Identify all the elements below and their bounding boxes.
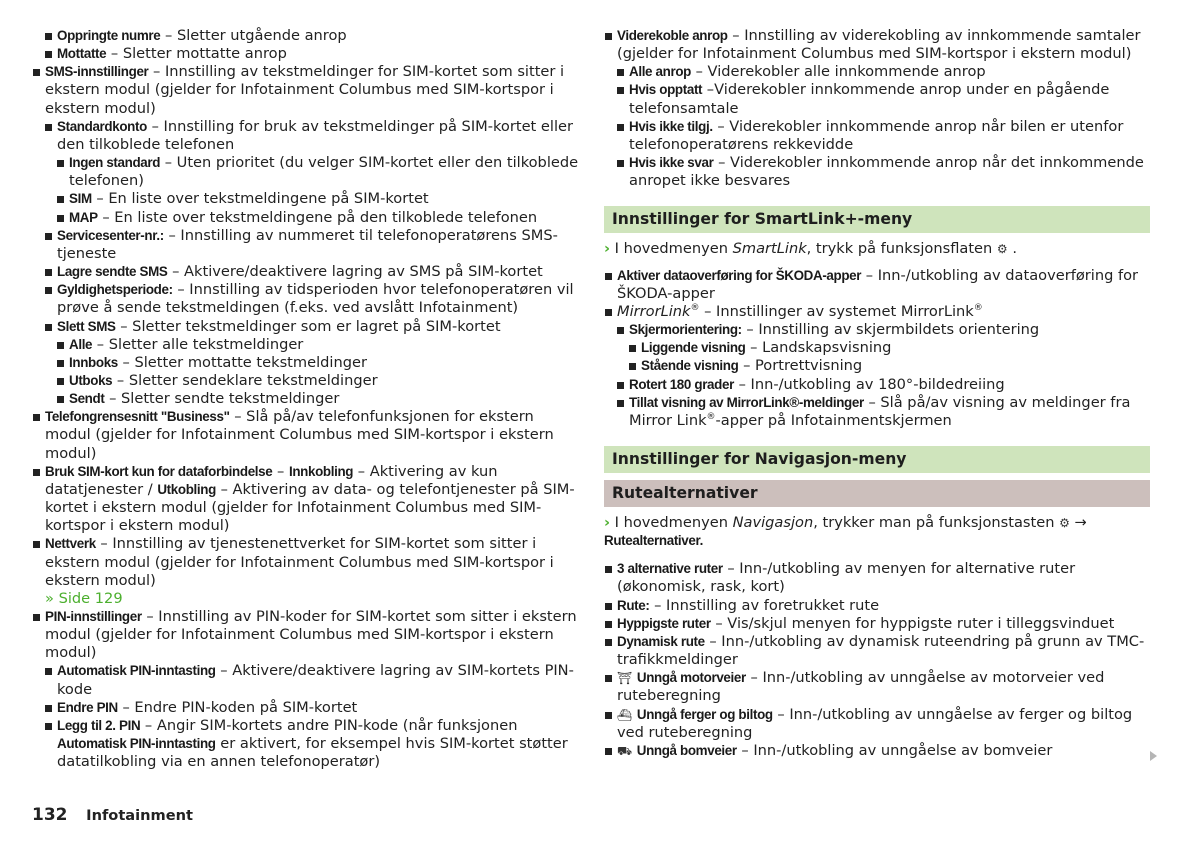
list-item — [32, 372, 580, 390]
item-text: – — [272, 462, 289, 480]
registered-mark: ® — [706, 411, 716, 422]
item-text: – Innstilling av foretrukket rute — [649, 596, 880, 614]
menu-term: Mottatte — [57, 46, 107, 62]
menu-term: Hyppigste ruter — [617, 615, 711, 631]
section-heading-smartlink: Innstillinger for SmartLink+-meny — [604, 206, 1150, 233]
list-item — [32, 27, 580, 45]
instruction-step — [604, 240, 1150, 258]
bullet-icon — [617, 124, 624, 131]
section-heading-navigation: Innstillinger for Navigasjon-meny — [604, 446, 1150, 473]
list-item — [604, 669, 1150, 705]
bullet-icon — [605, 273, 612, 280]
bullet-icon — [45, 33, 52, 40]
menu-term: Unngå bomveier — [636, 742, 737, 758]
list-item — [32, 154, 580, 190]
menu-term: SIM — [69, 191, 92, 207]
menu-term: Liggende visning — [641, 340, 746, 356]
page-reference-link[interactable]: » Side 129 — [45, 589, 123, 607]
bullet-icon — [57, 215, 64, 222]
list-item — [32, 45, 580, 63]
item-text: – Aktivere/deaktivere lagring av SMS på SIM-kortet — [167, 263, 543, 281]
menu-term: Tillat visning av MirrorLink®-meldinger — [629, 394, 864, 410]
bullet-icon — [57, 196, 64, 203]
item-text: – Inn-/utkobling av 180°-bildedreiing — [733, 375, 1005, 393]
list-item — [604, 560, 1150, 596]
list-item — [604, 615, 1150, 633]
subsection-heading-route-options: Rutealternativer — [604, 480, 1150, 507]
list-item — [604, 742, 1150, 760]
list-item — [32, 662, 580, 698]
list-item — [32, 209, 580, 227]
item-text: – En liste over tekstmeldingene på den tilkoblede telefonen — [97, 208, 538, 226]
left-column — [32, 27, 580, 771]
step-text: , trykker man på funksjonstasten — [813, 513, 1060, 531]
bullet-icon — [45, 51, 52, 58]
step-arrow-icon: › — [604, 240, 611, 258]
item-text: –Viderekobler innkommende anrop under en pågående telefonsamtale — [629, 81, 1110, 117]
menu-term: Sendt — [69, 391, 105, 407]
item-text: – Sletter utgående anrop — [160, 27, 347, 44]
ferry-icon: ⛴ — [617, 707, 633, 722]
list-item — [32, 227, 580, 263]
item-text: – Innstilling av skjermbildets orientering — [741, 321, 1040, 339]
menu-term: Alle — [69, 336, 93, 352]
bullet-icon — [45, 705, 52, 712]
item-text: – Slå på/av visning av meldinger fra Mirror Link — [629, 393, 1131, 429]
list-item — [32, 354, 580, 372]
bullet-icon — [629, 345, 636, 352]
bullet-icon — [33, 614, 40, 621]
menu-term: Lagre sendte SMS — [57, 264, 168, 280]
list-item — [604, 339, 1150, 357]
list-item — [604, 303, 1150, 321]
bullet-icon — [617, 382, 624, 389]
list-item — [32, 699, 580, 717]
menu-term: Hvis ikke tilgj. — [629, 118, 713, 134]
menu-term: Rute: — [617, 597, 650, 613]
list-item — [32, 318, 580, 336]
item-text: – Sletter mottatte tekstmeldinger — [117, 353, 367, 371]
bullet-icon — [45, 723, 52, 730]
item-text: – Aktivere/deaktivere lagring av SIM-kortets PIN-kode — [57, 662, 574, 698]
menu-name: SmartLink — [732, 240, 807, 258]
menu-term: Unngå ferger og biltog — [636, 706, 773, 722]
right-column — [604, 27, 1150, 760]
menu-term: MirrorLink — [617, 302, 691, 320]
menu-term: Servicesenter-nr.: — [57, 227, 164, 243]
bullet-icon — [57, 396, 64, 403]
menu-term: Dynamisk rute — [617, 633, 705, 649]
menu-term: Hvis ikke svar — [629, 155, 714, 171]
bullet-icon — [33, 414, 40, 421]
bullet-icon — [45, 668, 52, 675]
item-text: – Sletter tekstmeldinger som er lagret på SIM-kortet — [115, 317, 501, 335]
menu-term: Legg til 2. PIN — [57, 717, 141, 733]
menu-term: MAP — [69, 209, 98, 225]
bullet-icon — [45, 287, 52, 294]
item-text: – Slå på/av telefonfunksjonen for ekstern modul (gjelder for Infotainment Columbus med SIM-kortspor i ekstern modul) — [45, 408, 554, 462]
item-text: – Innstillinger av systemet MirrorLink — [699, 302, 974, 320]
step-text: → — [1069, 513, 1087, 531]
bullet-icon — [605, 712, 612, 719]
bullet-icon — [605, 603, 612, 610]
item-text: – Innstilling av nummeret til telefonoperatørens SMS-tjeneste — [57, 226, 558, 262]
item-text: – Innstilling av tidsperioden hvor telefonoperatøren vil prøve å sende tekstmeldingen (f.eks. ved avslått Infotainment) — [57, 281, 574, 317]
registered-mark: ® — [690, 303, 700, 314]
item-text: – Sletter sendeklare tekstmeldinger — [112, 371, 378, 389]
item-text: – Innstilling av tjenestenettverket for SIM-kortet som sitter i ekstern modul (gjelder for Infotainment Columbus med SIM-kortspor i ekstern modul) — [45, 535, 554, 589]
step-text: I hovedmenyen — [610, 240, 733, 258]
bullet-icon — [617, 160, 624, 167]
list-item — [32, 717, 580, 771]
menu-term: Bruk SIM-kort kun for dataforbindelse — [45, 463, 273, 479]
bullet-icon — [57, 378, 64, 385]
instruction-step — [604, 514, 1150, 550]
item-text: – Viderekobler alle innkommende anrop — [690, 63, 986, 81]
item-text: – Inn-/utkobling av unngåelse av bomveier — [736, 741, 1053, 759]
menu-term: Endre PIN — [57, 699, 118, 715]
item-text: – Innstilling av tekstmeldinger for SIM-kortet som sitter i ekstern modul (gjelder for Infotainment Columbus med SIM-kortspor i ekstern modul) — [45, 63, 565, 117]
item-text: – Angir SIM-kortets andre PIN-kode (når funksjonen — [140, 716, 518, 734]
bullet-icon — [629, 363, 636, 370]
bullet-icon — [617, 87, 624, 94]
list-item — [604, 706, 1150, 742]
list-item — [604, 118, 1150, 154]
settings-icon: ⚙ — [996, 242, 1008, 257]
item-text: – Landskapsvisning — [745, 339, 892, 357]
bullet-icon — [605, 748, 612, 755]
list-item — [32, 608, 580, 662]
bullet-icon — [57, 160, 64, 167]
menu-term: Slett SMS — [57, 318, 116, 334]
item-text: – Viderekobler innkommende anrop når bilen er utenfor telefonoperatørens rekkevidde — [629, 117, 1124, 153]
item-text: – Innstilling for bruk av tekstmeldinger på SIM-kortet eller den tilkoblede telefonen — [57, 117, 573, 153]
bullet-icon — [605, 675, 612, 682]
list-item — [32, 190, 580, 208]
list-item — [604, 357, 1150, 375]
item-text: er aktivert, for eksempel hvis SIM-kortet støtter datatilkobling via en annen telefonoperatør) — [57, 735, 568, 771]
item-text: – Vis/skjul menyen for hyppigste ruter i tilleggsvinduet — [710, 614, 1115, 632]
menu-term: Innkobling — [288, 463, 354, 479]
item-text: – En liste over tekstmeldingene på SIM-kortet — [91, 190, 429, 208]
toll-road-icon: ⛟ — [617, 743, 633, 758]
menu-term: Alle anrop — [629, 64, 691, 80]
menu-term: Telefongrensesnitt "Business" — [45, 409, 230, 425]
menu-term: PIN-innstillinger — [45, 609, 142, 624]
list-item — [604, 81, 1150, 117]
menu-term: Ingen standard — [69, 155, 161, 171]
item-text: – Innstilling av viderekobling av innkommende samtaler (gjelder for Infotainment Columbus med SIM-kortspor i ekstern modul) — [617, 27, 1141, 63]
menu-term: Utkobling — [157, 481, 216, 497]
menu-term: Automatisk PIN-inntasting — [57, 663, 216, 679]
bullet-icon — [605, 309, 612, 316]
list-item — [32, 281, 580, 317]
bullet-icon — [45, 324, 52, 331]
registered-mark: ® — [973, 303, 983, 314]
bullet-icon — [605, 621, 612, 628]
bullet-icon — [33, 69, 40, 76]
item-text: – Inn-/utkobling av dynamisk ruteendring på grunn av TMC-trafikkmeldinger — [617, 632, 1145, 669]
list-item — [32, 336, 580, 354]
list-item — [32, 408, 580, 462]
item-text: -apper på Infotainmentskjermen — [715, 411, 952, 429]
item-text: – Sletter sendte tekstmeldinger — [104, 390, 340, 408]
step-text: . — [1007, 240, 1017, 258]
bullet-icon — [617, 327, 624, 334]
list-item — [604, 154, 1150, 190]
menu-term: Rutealternativer. — [604, 533, 703, 549]
list-item — [32, 118, 580, 154]
list-item — [604, 267, 1150, 303]
bullet-icon — [45, 233, 52, 240]
bullet-icon — [605, 639, 612, 646]
step-text: I hovedmenyen — [610, 513, 733, 531]
item-text: – Aktivering av kun datatjenester / — [45, 462, 498, 498]
menu-term: Rotert 180 grader — [629, 376, 734, 392]
bullet-icon — [605, 33, 612, 40]
list-item — [604, 63, 1150, 81]
bullet-icon — [617, 400, 624, 407]
item-text: – Portrettvisning — [738, 357, 863, 375]
bullet-icon — [33, 469, 40, 476]
step-arrow-icon: › — [604, 513, 611, 531]
list-item — [604, 394, 1150, 430]
list-item — [604, 27, 1150, 63]
menu-term: SMS-innstillinger — [45, 64, 149, 80]
menu-term: Oppringte numre — [57, 28, 161, 43]
item-text: – Sletter alle tekstmeldinger — [92, 335, 304, 353]
page-footer — [32, 804, 193, 826]
item-text: – Innstilling av PIN-koder for SIM-kortet som sitter i ekstern modul (gjelder for Infotainment Columbus med SIM-kortspor i ekstern modul) — [45, 608, 577, 662]
menu-term: Automatisk PIN-inntasting — [57, 736, 216, 752]
settings-icon: ⚙ — [1059, 515, 1070, 530]
menu-term: Stående visning — [641, 358, 739, 374]
list-item — [32, 535, 580, 608]
bullet-icon — [617, 69, 624, 76]
list-item — [32, 63, 580, 117]
menu-term: Standardkonto — [57, 118, 147, 134]
list-item — [604, 321, 1150, 339]
menu-term: Hvis opptatt — [629, 82, 703, 98]
bullet-icon — [57, 342, 64, 349]
next-page-arrow-icon — [1150, 751, 1157, 761]
bullet-icon — [605, 566, 612, 573]
item-text: – Aktivering av data- og telefontjenester på SIM-kortet i ekstern modul (gjelder for Infotainment Columbus med SIM-kortspor i ekstern modul) — [45, 480, 575, 535]
item-text: – Viderekobler innkommende anrop når det innkommende anropet ikke besvares — [629, 154, 1144, 190]
motorway-icon: ⛩ — [617, 671, 633, 686]
section-name: Infotainment — [86, 807, 194, 824]
bullet-icon — [57, 360, 64, 367]
item-text: – Inn-/utkobling av menyen for alternative ruter (økonomisk, rask, kort) — [617, 560, 1076, 596]
menu-term: Aktiver dataoverføring for ŠKODA-apper — [617, 267, 862, 283]
menu-name: Navigasjon — [732, 513, 814, 531]
list-item — [32, 463, 580, 536]
bullet-icon — [45, 124, 52, 131]
menu-term: Nettverk — [45, 536, 96, 552]
menu-term: 3 alternative ruter — [617, 561, 723, 577]
menu-term: Innboks — [69, 354, 118, 370]
list-item — [604, 633, 1150, 669]
menu-term: Utboks — [69, 372, 113, 388]
item-text: – Uten prioritet (du velger SIM-kortet eller den tilkoblede telefonen) — [69, 154, 579, 190]
list-item — [32, 263, 580, 281]
list-item — [604, 376, 1150, 394]
bullet-icon — [45, 269, 52, 276]
item-text: – Inn-/utkobling av unngåelse av ferger og biltog ved ruteberegning — [617, 705, 1133, 741]
list-item — [604, 597, 1150, 615]
menu-term: Unngå motorveier — [636, 670, 746, 686]
item-text: – Inn-/utkobling av dataoverføring for ŠKODA-apper — [617, 266, 1139, 302]
menu-term: Viderekoble anrop — [617, 28, 728, 43]
step-text: , trykk på funksjonsflaten — [806, 240, 997, 258]
bullet-icon — [33, 541, 40, 548]
menu-term: Gyldighetsperiode: — [57, 282, 173, 298]
item-text: – Sletter mottatte anrop — [106, 45, 287, 63]
item-text: – Inn-/utkobling av unngåelse av motorveier ved ruteberegning — [617, 669, 1105, 705]
page-number: 132 — [32, 805, 68, 825]
menu-term: Skjermorientering: — [629, 322, 742, 338]
list-item — [32, 390, 580, 408]
item-text: – Endre PIN-koden på SIM-kortet — [117, 698, 358, 716]
